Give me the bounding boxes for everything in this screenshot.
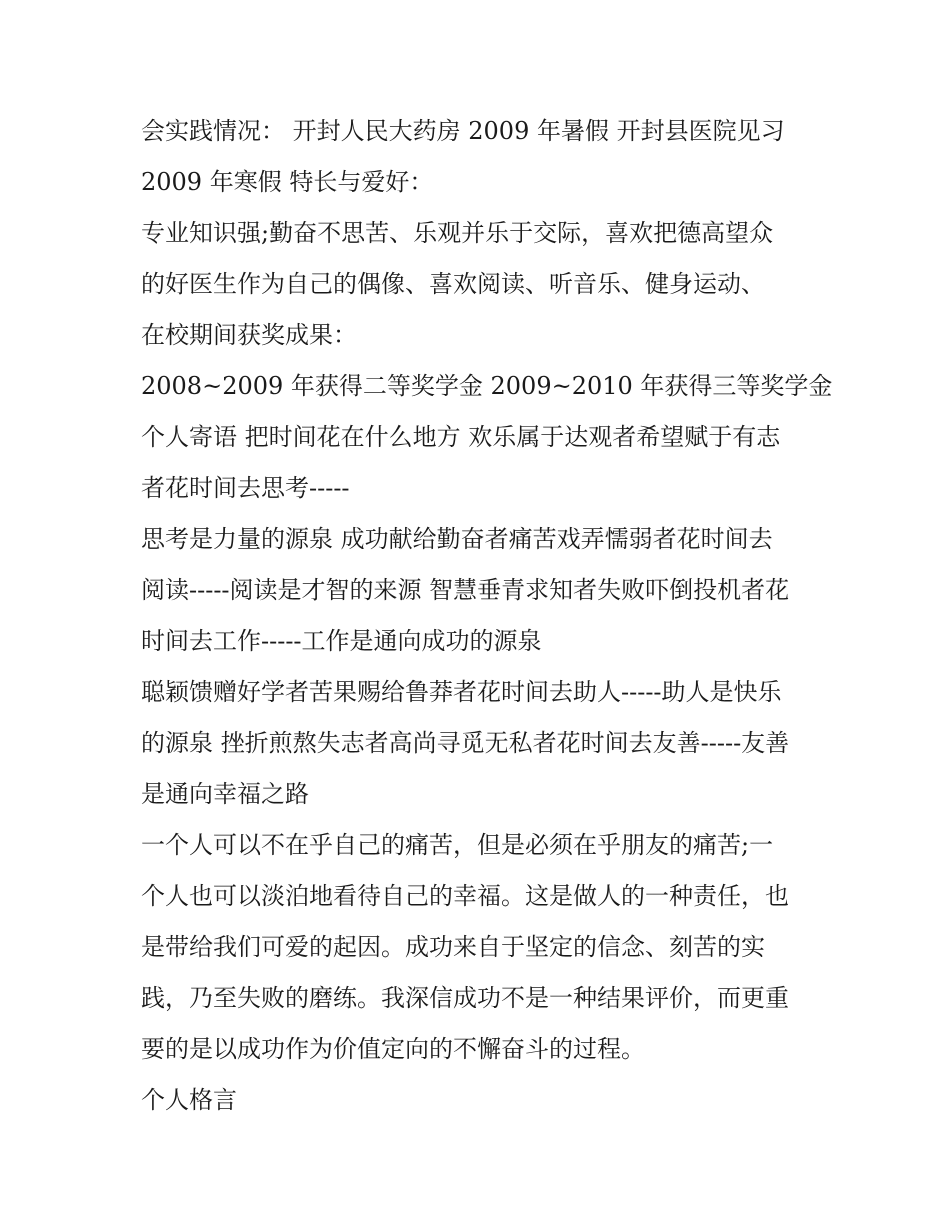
body-text: [141, 106, 833, 1126]
text-line: 是带给我们可爱的起因。成功来自于坚定的信念、刻苦的实: [141, 933, 765, 961]
text-line: 一个人可以不在乎自己的痛苦，但是必须在乎朋友的痛苦;一: [141, 831, 774, 859]
text-line: 个人也可以淡泊地看待自己的幸福。这是做人的一种责任，也: [141, 882, 789, 910]
text-line: 践，乃至失败的磨练。我深信成功不是一种结果评价，而更重: [141, 984, 789, 1012]
text-line: 2008~2009 年获得二等奖学金 2009~2010 年获得三等奖学金: [141, 372, 833, 400]
text-line: 要的是以成功作为价值定向的不懈奋斗的过程。: [141, 1035, 645, 1063]
text-line: 会实践情况： 开封人民大药房 2009 年暑假 开封县医院见习: [141, 117, 785, 145]
text-line: 个人寄语 把时间花在什么地方 欢乐属于达观者希望赋于有志: [141, 423, 781, 451]
text-line: 思考是力量的源泉 成功献给勤奋者痛苦戏弄懦弱者花时间去: [141, 525, 773, 553]
text-line: 的源泉 挫折煎熬失志者高尚寻觅无私者花时间去友善-----友善: [141, 729, 790, 757]
text-line: 是通向幸福之路: [141, 780, 309, 808]
text-line: 个人格言: [141, 1086, 237, 1114]
text-line: 阅读-----阅读是才智的来源 智慧垂青求知者失败吓倒投机者花: [141, 576, 790, 604]
text-line: 2009 年寒假 特长与爱好：: [141, 168, 434, 196]
text-line: 专业知识强;勤奋不思苦、乐观并乐于交际，喜欢把德高望众: [141, 219, 774, 247]
text-line: 者花时间去思考-----: [141, 474, 350, 502]
text-line: 聪颖馈赠好学者苦果赐给鲁莽者花时间去助人-----助人是快乐: [141, 678, 782, 706]
text-line: 时间去工作-----工作是通向成功的源泉: [141, 627, 542, 655]
text-line: 的好医生作为自己的偶像、喜欢阅读、听音乐、健身运动、: [141, 270, 765, 298]
text-line: 在校期间获奖成果：: [141, 321, 357, 349]
